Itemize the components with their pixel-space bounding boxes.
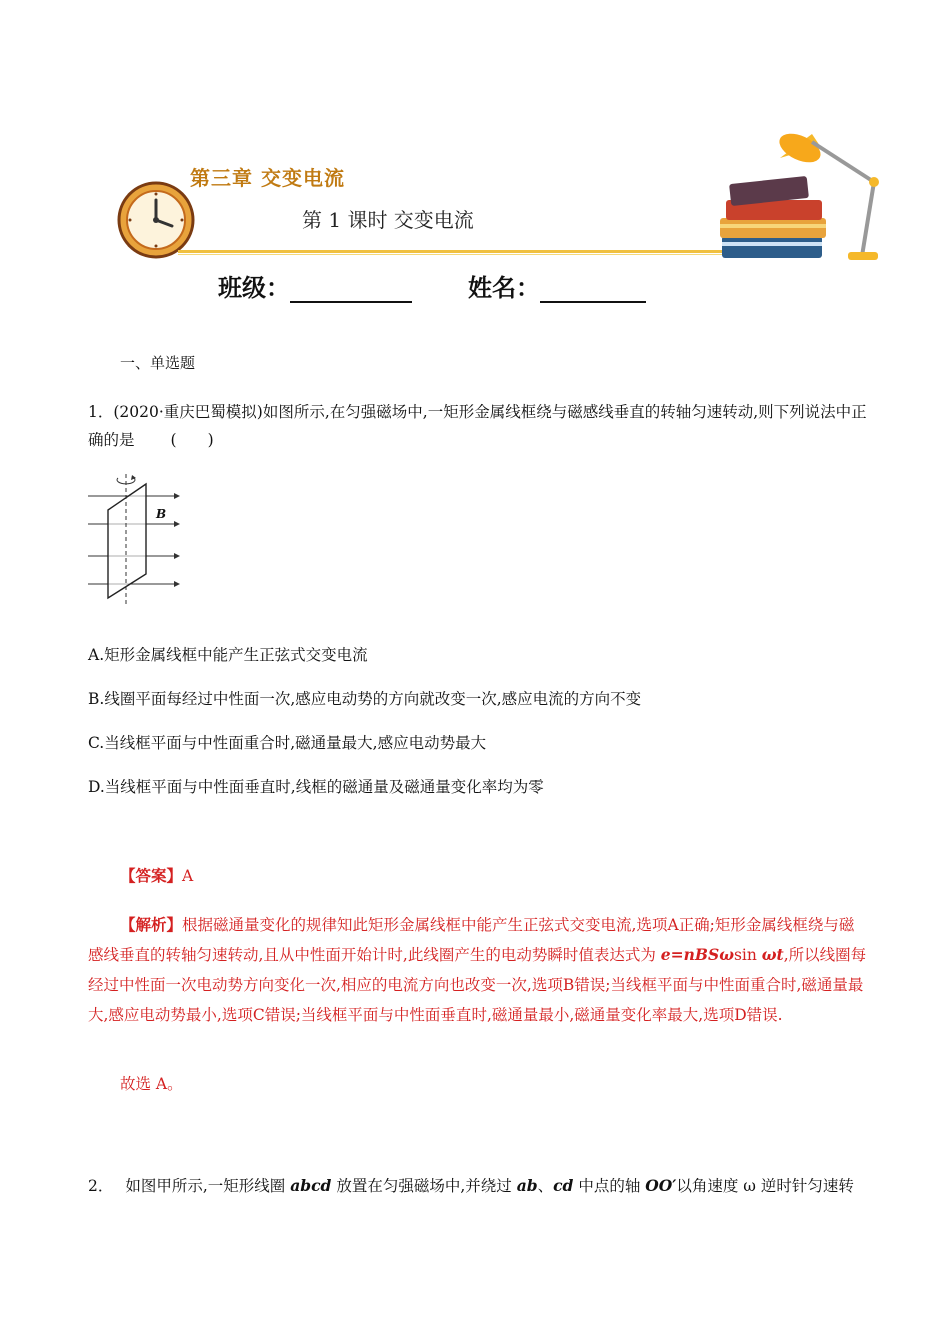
analysis-label: 【解析】 [120,915,183,934]
question-1-number: 1． [88,403,114,421]
section-title: 一、单选题 [120,354,196,372]
analysis-text-1: 根据磁通量变化的规律知此矩形金属线框中能产生正弦式交变电流,选项A正确;矩形金属线框绕与磁感线垂直的转轴匀速转动,且从中性面开始计时,此线圈产生的电动势瞬时值表达式为 [88,916,855,964]
analysis-wt: ωt [761,945,784,964]
answer-value: A [182,867,194,885]
question-2-number: 2． [88,1177,114,1195]
field-label: B [156,507,167,521]
question-2 [88,1172,868,1200]
analysis [88,910,868,1030]
rotating-frame-figure [88,470,180,604]
question-1-bracket: ( ) [170,431,214,449]
question-2-text-b: 放置在匀强磁场中,并绕过 [331,1177,517,1195]
question-1 [88,398,868,454]
header-divider [178,250,738,253]
question-2-text-a: 如图甲所示,一矩形线圈 [125,1177,291,1195]
class-input[interactable] [290,275,412,303]
header-divider-thin [178,254,738,255]
name-input[interactable] [540,275,646,303]
books-lamp-icon [712,124,887,266]
name-label: 姓名： [468,274,540,302]
answer [120,864,193,886]
name-field [468,268,646,303]
option-d: D.当线框平面与中性面垂直时,线框的磁通量及磁通量变化率均为零 [88,778,544,796]
clock-icon [116,180,196,260]
class-label: 班级： [218,274,290,302]
class-field [218,268,412,303]
cd-label: cd [553,1176,574,1195]
question-2-text-d: 以角速度 ω 逆时针匀速转 [676,1177,854,1195]
answer-label: 【答案】 [120,866,183,885]
analysis-sin: sin [733,946,762,964]
chapter-title: 第三章 交变电流 [190,166,345,190]
axis-label: OO′ [645,1176,677,1195]
coil-label: abcd [290,1176,332,1195]
option-c: C.当线框平面与中性面重合时,磁通量最大,感应电动势最大 [88,734,487,752]
option-b: B.线圈平面每经过中性面一次,感应电动势的方向就改变一次,感应电流的方向不变 [88,690,642,708]
option-a: A.矩形金属线框中能产生正弦式交变电流 [88,646,368,664]
conclusion: 故选 A。 [120,1075,183,1093]
analysis-text-2: ,所以线圈每经过中性面一次电动势方向变化一次,相应的电流方向也改变一次,选项B错误;当线框平面与中性面重合时,磁通量最大,感应电动势最小,选项C错误;当线框平面与中性面垂直时,磁通量最小,磁通量变化率最大,选项D错误. [88,946,867,1024]
separator: 、 [537,1177,554,1195]
question-1-text: (2020·重庆巴蜀模拟)如图所示,在匀强磁场中,一矩形金属线框绕与磁感线垂直的转轴匀速转动,则下列说法中正确的是 [88,403,867,449]
analysis-formula: e=nBSω [660,945,734,964]
lesson-title: 第 1 课时 交变电流 [302,208,474,232]
question-2-text-c: 中点的轴 [573,1177,646,1195]
ab-label: ab [516,1176,538,1195]
